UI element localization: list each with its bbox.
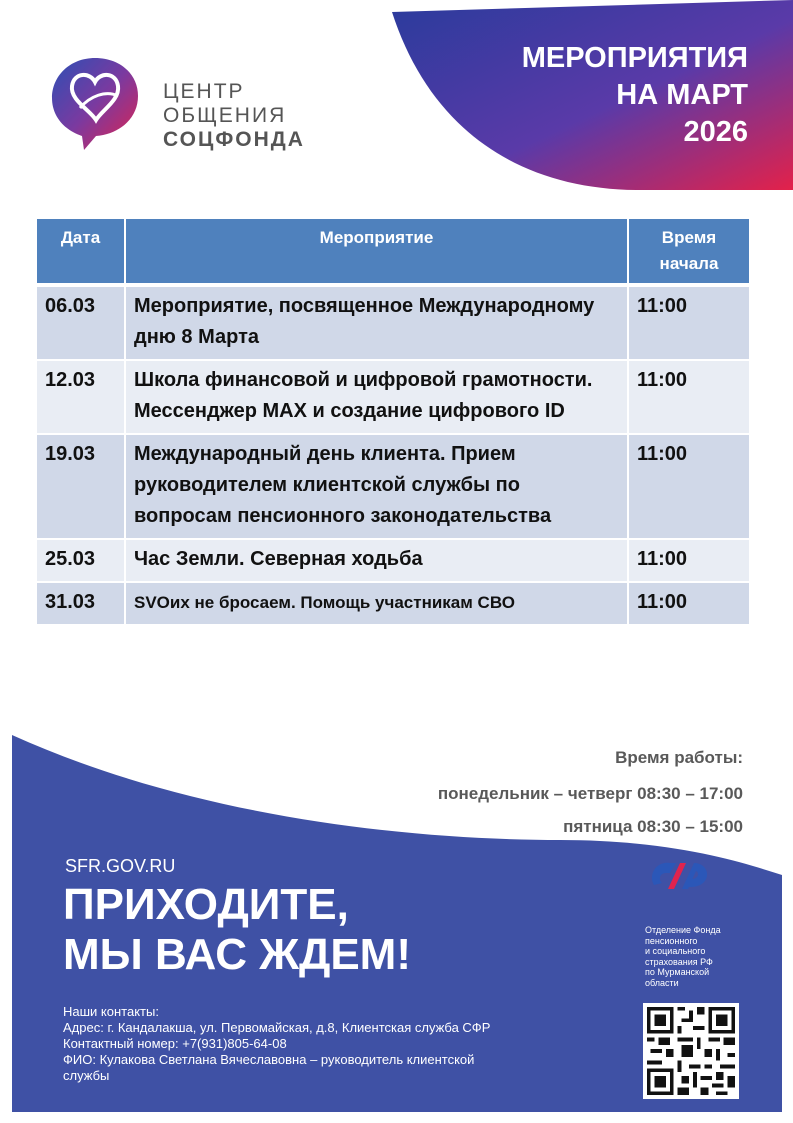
hours-friday: пятница 08:30 – 15:00 xyxy=(563,817,743,836)
row-event: Международный день клиента. Прием руководителем клиентской службы по вопросам пенсионного законодательства xyxy=(125,434,628,539)
row-date: 12.03 xyxy=(37,360,125,434)
row-time: 11:00 xyxy=(628,285,749,360)
title-line-3: 2026 xyxy=(683,116,748,148)
contacts-title: Наши контакты: xyxy=(63,1004,159,1019)
sfr-caption-line: и социального xyxy=(645,946,706,956)
logo-line-2: ОБЩЕНИЯ xyxy=(163,104,287,127)
hours-title: Время работы: xyxy=(615,748,743,767)
row-date: 25.03 xyxy=(37,539,125,582)
row-time: 11:00 xyxy=(628,539,749,582)
table-row xyxy=(37,539,749,582)
table-row xyxy=(37,285,749,360)
row-time: 11:00 xyxy=(628,582,749,625)
row-event: Час Земли. Северная ходьба xyxy=(125,539,628,582)
contacts-block xyxy=(63,1004,583,1084)
header-event: Мероприятие xyxy=(125,219,628,285)
sfr-caption-line: области xyxy=(645,977,679,988)
title-line-2: НА МАРТ xyxy=(616,79,748,111)
row-event: Школа финансовой и цифровой грамотности. Мессенджер MAX и создание цифрового ID xyxy=(125,360,628,434)
sfr-caption-line: пенсионного xyxy=(645,935,698,946)
schedule-table xyxy=(37,219,749,626)
sfr-caption-line: страхования РФ xyxy=(645,956,713,967)
cta-line-1: ПРИХОДИТЕ, xyxy=(63,880,349,929)
title-line-1: МЕРОПРИЯТИЯ xyxy=(521,42,748,74)
cta-line-2: МЫ ВАС ЖДЕМ! xyxy=(63,930,411,979)
row-date: 19.03 xyxy=(37,434,125,539)
qr-code[interactable] xyxy=(643,1003,739,1099)
logo-text xyxy=(163,80,305,152)
site-url[interactable]: SFR.GOV.RU xyxy=(65,856,176,876)
sfr-caption-line: по Мурманской xyxy=(645,967,710,977)
row-time: 11:00 xyxy=(628,434,749,539)
page-title xyxy=(448,40,748,151)
header-time: Время начала xyxy=(628,219,749,285)
logo-line-1: ЦЕНТР xyxy=(163,80,245,103)
row-date: 06.03 xyxy=(37,285,125,360)
sfr-emblem-icon xyxy=(646,855,712,895)
row-time: 11:00 xyxy=(628,360,749,434)
row-date: 31.03 xyxy=(37,582,125,625)
logo-line-3: СОЦФОНДА xyxy=(163,128,305,151)
sfr-caption xyxy=(645,925,765,988)
contacts-person-cont: службы xyxy=(63,1068,110,1083)
table-row xyxy=(37,582,749,625)
hours-weekdays: понедельник – четверг 08:30 – 17:00 xyxy=(437,784,743,803)
header-date: Дата xyxy=(37,219,125,285)
table-row xyxy=(37,360,749,434)
table-row xyxy=(37,434,749,539)
row-event: Мероприятие, посвященное Международному дню 8 Марта xyxy=(125,285,628,360)
contacts-phone: Контактный номер: +7(931)805-64-08 xyxy=(63,1036,287,1051)
contacts-address: Адрес: г. Кандалакша, ул. Первомайская, д.8, Клиентская служба СФР xyxy=(63,1020,491,1035)
row-event: SVOих не бросаем. Помощь участникам СВО xyxy=(125,582,628,625)
contacts-person: ФИО: Кулакова Светлана Вячеславовна – руководитель клиентской xyxy=(63,1052,475,1067)
table-header-row xyxy=(37,219,749,285)
sfr-caption-line: Отделение Фонда xyxy=(645,925,721,935)
heart-speech-bubble-icon xyxy=(50,52,140,152)
call-to-action xyxy=(63,880,411,980)
